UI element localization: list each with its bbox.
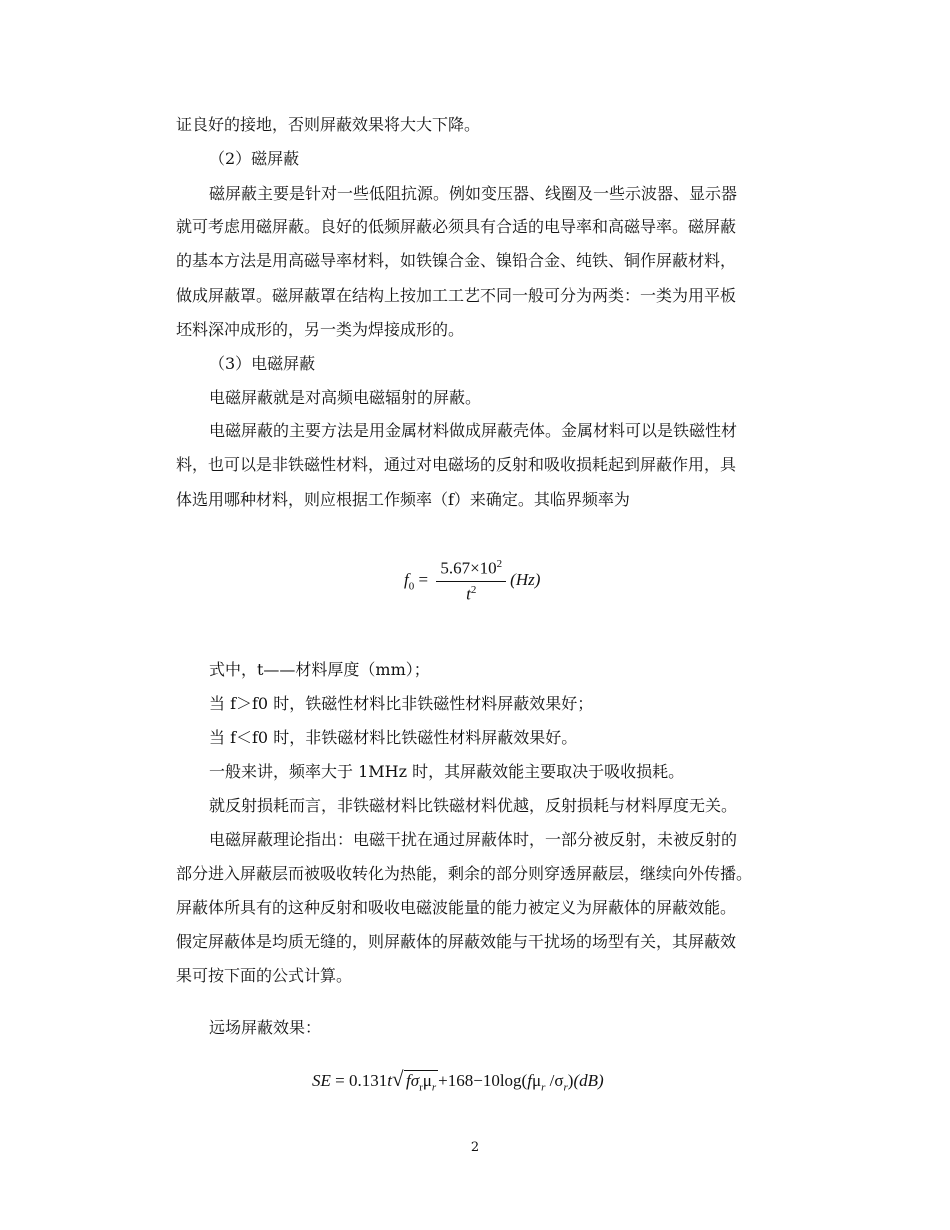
formula-unit: (dB) (573, 1071, 604, 1090)
sqrt-symbol (392, 1070, 438, 1093)
far-field-shielding-formula (312, 1070, 604, 1093)
text-line: 坯料深冲成形的，另一类为焊接成形的。 (176, 320, 465, 339)
formula-mu2: μ (531, 1071, 542, 1090)
text-line: 屏蔽体所具有的这种反射和吸收电磁波能量的能力被定义为屏蔽体的屏蔽效能。 (176, 898, 737, 917)
text-line: 电磁屏蔽的主要方法是用金属材料做成屏蔽壳体。金属材料可以是铁磁性材 (209, 421, 738, 440)
text-line: 假定屏蔽体是均质无缝的，则屏蔽体的屏蔽效能与干扰场的场型有关，其屏蔽效 (176, 932, 737, 951)
text-line: 就可考虑用磁屏蔽。良好的低频屏蔽必须具有合适的电导率和高磁导率。磁屏蔽 (176, 217, 737, 236)
text-line: 就反射损耗而言，非铁磁材料比铁磁材料优越，反射损耗与材料厚度无关。 (209, 796, 738, 815)
text-line: 式中，t——材料厚度（mm）； (209, 660, 430, 679)
formula-f: f (527, 1071, 532, 1090)
text-line: 证良好的接地，否则屏蔽效果将大大下降。 (176, 115, 481, 134)
text-line: 体选用哪种材料，则应根据工作频率（f）来确定。其临界频率为 (176, 490, 630, 509)
formula-sigma-sub: r (563, 1081, 568, 1094)
text-line: 一般来讲，频率大于 1MHz 时，其屏蔽效能主要取决于吸收损耗。 (209, 762, 685, 781)
formula-t: t (387, 1071, 392, 1090)
text-line: 磁屏蔽主要是针对一些低阻抗源。例如变压器、线圈及一些示波器、显示器 (209, 184, 738, 203)
formula-numerator: 5.67×10 (440, 558, 497, 578)
critical-frequency-formula (404, 558, 540, 604)
formula-lhs: f (404, 570, 409, 590)
formula-slash: /σ (545, 1071, 564, 1090)
formula-denominator-exp: 2 (470, 583, 477, 596)
formula-denominator: t (466, 584, 471, 604)
formula-unit: (Hz) (510, 570, 541, 590)
formula-mu2-sub: r (541, 1081, 546, 1094)
formula-lhs-sub: 0 (408, 580, 415, 593)
text-line: 电磁屏蔽就是对高频电磁辐射的屏蔽。 (209, 388, 482, 407)
formula-close: ) (567, 1071, 574, 1090)
text-line: 当 f＞f0 时，铁磁性材料比非铁磁性材料屏蔽效果好； (209, 694, 594, 713)
formula-eq: = (418, 570, 429, 590)
text-line: 部分进入屏蔽层而被吸收转化为热能，剩余的部分则穿透屏蔽层，继续向外传播。 (176, 864, 753, 883)
text-line: 料，也可以是非铁磁性材料，通过对电磁场的反射和吸收损耗起到屏蔽作用，具 (176, 455, 737, 474)
formula-eq: = (335, 1071, 345, 1090)
text-line: 的基本方法是用高磁导率材料，如铁镍合金、镍铅合金、纯铁、铜作屏蔽材料， (176, 251, 737, 270)
section-heading: （3）电磁屏蔽 (209, 354, 316, 373)
formula-numerator-exp: 2 (496, 558, 503, 570)
formula-coef: 0.131 (348, 1071, 388, 1090)
formula-radicand: fσ (405, 1071, 420, 1090)
formula-radicand-sub: r (419, 1081, 423, 1094)
page-number: 2 (470, 1140, 480, 1155)
text-line: 做成屏蔽罩。磁屏蔽罩在结构上按加工工艺不同一般可分为两类：一类为用平板 (176, 286, 737, 305)
formula-mu-sub: r (431, 1081, 437, 1094)
section-heading: （2）磁屏蔽 (209, 149, 300, 168)
formula-rest: +168−10log( (438, 1071, 528, 1090)
text-line: 远场屏蔽效果： (209, 1018, 322, 1037)
text-line: 当 f＜f0 时，非铁磁材料比铁磁性材料屏蔽效果好。 (209, 728, 578, 747)
formula-fraction (436, 558, 506, 604)
formula-lhs: SE (312, 1071, 331, 1090)
formula-mu: μ (422, 1071, 432, 1090)
text-line: 果可按下面的公式计算。 (176, 966, 353, 985)
text-line: 电磁屏蔽理论指出：电磁干扰在通过屏蔽体时，一部分被反射，未被反射的 (209, 830, 738, 849)
